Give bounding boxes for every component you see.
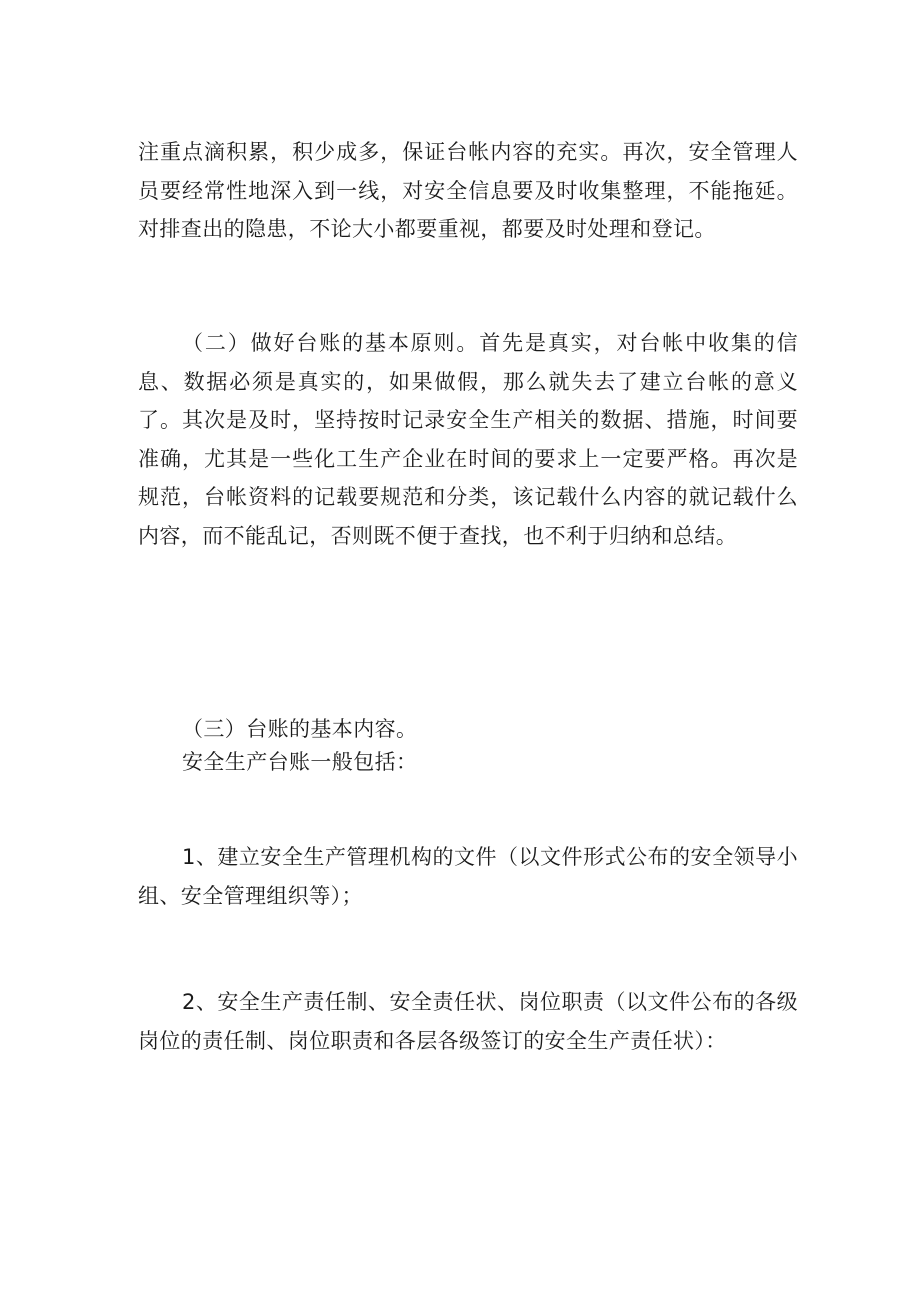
paragraph-principles: （二）做好台账的基本原则。首先是真实，对台帐中收集的信息、数据必须是真实的，如果做假，那么就失去了建立台帐的意义了。其次是及时，坚持按时记录安全生产相关的数据、措施，时间要准确，尤其是一些化工生产企业在时间的要求上一定要严格。再次是规范，台帐资料的记载要规范和分类，该记载什么内容的就记载什么内容，而不能乱记，否则既不便于查找，也不利于归纳和总结。 xyxy=(138,331,798,548)
paragraph-continuation: 注重点滴积累，积少成多，保证台帐内容的充实。再次，安全管理人员要经常性地深入到一线，对安全信息要及时收集整理，不能拖延。对排查出的隐患，不论大小都要重视，都要及时处理和登记。 xyxy=(138,140,798,241)
section-heading-contents: （三）台账的基本内容。 xyxy=(182,717,418,741)
list-item-2: 2、安全生产责任制、安全责任状、岗位职责（以文件公布的各级岗位的责任制、岗位职责和各层各级签订的安全生产责任状）： xyxy=(138,990,798,1053)
paragraph-intro-list: 安全生产台账一般包括： xyxy=(182,750,418,774)
list-item-1: 1、建立安全生产管理机构的文件（以文件形式公布的安全领导小组、安全管理组织等）； xyxy=(138,845,798,908)
